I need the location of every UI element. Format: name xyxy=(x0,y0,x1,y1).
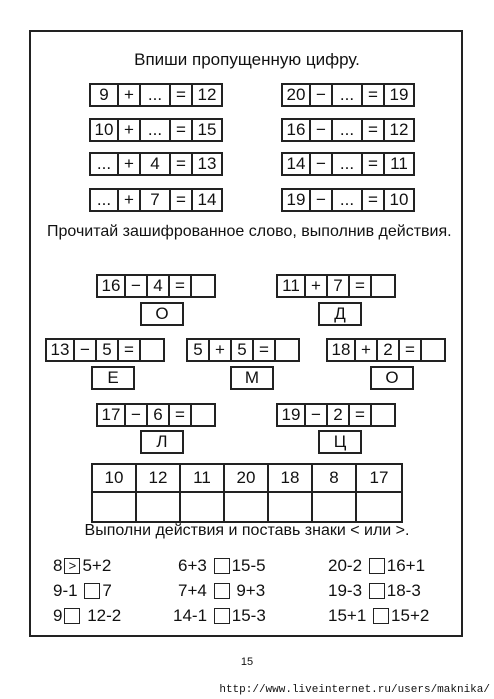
compare-left: 9-1 xyxy=(53,581,78,600)
eq-cell: 13 xyxy=(197,154,217,173)
compare-sign-box[interactable] xyxy=(214,608,230,624)
eq-cell[interactable]: ... xyxy=(141,85,171,105)
eq-cell: 12 xyxy=(197,85,217,104)
compare-item xyxy=(328,581,421,601)
eq-cell: + xyxy=(210,340,232,360)
compare-right: 15-5 xyxy=(231,556,266,575)
answer-cell[interactable] xyxy=(372,405,394,425)
eq-cell: 14 xyxy=(197,190,217,209)
code-letter-cell[interactable] xyxy=(269,493,313,521)
answer-cell[interactable] xyxy=(276,340,298,360)
eq-cell: 17 xyxy=(98,405,126,425)
code-letter-cell[interactable] xyxy=(181,493,225,521)
page-number: 15 xyxy=(240,656,254,668)
cipher-equation-6 xyxy=(96,403,216,427)
missing-equation-4 xyxy=(281,118,415,142)
compare-right: 12-2 xyxy=(87,606,122,625)
eq-cell: = xyxy=(400,340,422,360)
compare-sign-box[interactable] xyxy=(214,583,230,599)
compare-sign-box[interactable] xyxy=(373,608,389,624)
code-letter-cell[interactable] xyxy=(137,493,181,521)
code-letter-cell[interactable] xyxy=(93,493,137,521)
eq-cell: 5 xyxy=(232,340,254,360)
eq-cell: 11 xyxy=(390,154,408,173)
eq-cell: 7 xyxy=(328,276,350,296)
code-number-cell: 18 xyxy=(269,465,313,493)
code-number-cell: 12 xyxy=(137,465,181,493)
eq-cell: − xyxy=(311,154,333,174)
compare-left: 6+3 xyxy=(178,556,207,575)
eq-cell: 9 xyxy=(91,85,119,105)
cipher-equation-7 xyxy=(276,403,396,427)
eq-cell: − xyxy=(126,405,148,425)
cipher-letter-box: О xyxy=(140,302,184,326)
code-letter-cell[interactable] xyxy=(357,493,401,521)
code-number-cell: 11 xyxy=(181,465,225,493)
compare-sign-box[interactable] xyxy=(369,558,385,574)
missing-equation-2 xyxy=(281,83,415,107)
missing-equation-3 xyxy=(89,118,223,142)
eq-cell: 10 xyxy=(91,120,119,140)
eq-cell: − xyxy=(311,120,333,140)
compare-left: 19-3 xyxy=(328,581,363,600)
cipher-equation-1 xyxy=(96,274,216,298)
compare-right: 15+2 xyxy=(391,606,430,625)
compare-right: 16+1 xyxy=(386,556,426,575)
compare-left: 8 xyxy=(53,556,63,575)
eq-cell: 15 xyxy=(197,120,217,139)
eq-cell: = xyxy=(363,190,385,210)
eq-cell: 19 xyxy=(283,190,311,210)
eq-cell: 10 xyxy=(389,190,409,209)
eq-cell: 11 xyxy=(278,276,306,296)
cipher-letter-box: Л xyxy=(140,430,184,454)
compare-right: 9+3 xyxy=(236,581,266,600)
eq-cell: 4 xyxy=(141,154,171,174)
eq-cell: 16 xyxy=(98,276,126,296)
eq-cell: = xyxy=(119,340,141,360)
eq-cell[interactable]: ... xyxy=(333,190,363,210)
missing-equation-8 xyxy=(281,188,415,212)
eq-cell: 12 xyxy=(389,120,409,139)
eq-cell: − xyxy=(306,405,328,425)
task1-title: Впиши пропущенную цифру. xyxy=(134,50,360,69)
code-number-cell: 10 xyxy=(93,465,137,493)
eq-cell: = xyxy=(350,405,372,425)
code-number-cell: 20 xyxy=(225,465,269,493)
eq-cell: − xyxy=(75,340,97,360)
compare-left: 15+1 xyxy=(328,606,367,625)
compare-left: 7+4 xyxy=(178,581,207,600)
eq-cell: = xyxy=(171,120,193,140)
compare-right: 18-3 xyxy=(386,581,421,600)
eq-cell: = xyxy=(350,276,372,296)
eq-cell: = xyxy=(363,120,385,140)
eq-cell: + xyxy=(119,85,141,105)
eq-cell: − xyxy=(311,85,333,105)
compare-item xyxy=(53,606,121,626)
eq-cell: 19 xyxy=(389,85,409,104)
compare-item xyxy=(328,606,429,626)
task3-title: Выполни действия и поставь знаки < или >. xyxy=(84,522,410,539)
eq-cell[interactable]: ... xyxy=(333,85,363,105)
answer-cell[interactable] xyxy=(372,276,394,296)
missing-equation-6 xyxy=(281,152,415,176)
eq-cell: = xyxy=(363,85,385,105)
eq-cell: 6 xyxy=(148,405,170,425)
eq-cell: 14 xyxy=(283,154,311,174)
eq-cell: 18 xyxy=(328,340,356,360)
eq-cell[interactable]: ... xyxy=(141,120,171,140)
eq-cell: 19 xyxy=(278,405,306,425)
cipher-equation-2 xyxy=(276,274,396,298)
code-table xyxy=(91,463,403,523)
cipher-letter-box: Е xyxy=(91,366,135,390)
compare-left: 20-2 xyxy=(328,556,363,575)
compare-left: 14-1 xyxy=(173,606,208,625)
eq-cell: = xyxy=(171,154,193,174)
missing-equation-7 xyxy=(89,188,223,212)
eq-cell: + xyxy=(119,190,141,210)
eq-cell: = xyxy=(171,85,193,105)
cipher-equation-4 xyxy=(186,338,300,362)
cipher-letter-box: Ц xyxy=(318,430,362,454)
compare-sign-box[interactable] xyxy=(369,583,385,599)
cipher-letter-box: М xyxy=(230,366,274,390)
eq-cell: = xyxy=(171,190,193,210)
answer-cell[interactable] xyxy=(192,276,214,296)
compare-item xyxy=(178,581,265,601)
cipher-equation-5 xyxy=(326,338,446,362)
answer-cell[interactable] xyxy=(192,405,214,425)
eq-cell: = xyxy=(170,276,192,296)
eq-cell: 7 xyxy=(141,190,171,210)
eq-cell: 2 xyxy=(378,340,400,360)
eq-cell[interactable]: ... xyxy=(91,154,119,174)
eq-cell: = xyxy=(363,154,385,174)
eq-cell: − xyxy=(126,276,148,296)
code-number-cell: 17 xyxy=(357,465,401,493)
eq-cell: 5 xyxy=(97,340,119,360)
eq-cell: 5 xyxy=(188,340,210,360)
task2-instruction: Прочитай зашифрованное слово, выполнив действия. xyxy=(47,223,452,240)
eq-cell: 16 xyxy=(283,120,311,140)
eq-cell[interactable]: ... xyxy=(91,190,119,210)
compare-sign-box[interactable] xyxy=(84,583,100,599)
code-letter-cell[interactable] xyxy=(225,493,269,521)
compare-item xyxy=(53,556,111,576)
compare-item xyxy=(53,581,112,601)
eq-cell: = xyxy=(170,405,192,425)
eq-cell: + xyxy=(306,276,328,296)
compare-right: 7 xyxy=(102,581,112,600)
eq-cell: 20 xyxy=(283,85,311,105)
eq-cell[interactable]: ... xyxy=(333,154,363,174)
eq-cell: = xyxy=(254,340,276,360)
eq-cell: − xyxy=(311,190,333,210)
compare-item xyxy=(178,556,266,576)
answer-cell[interactable] xyxy=(141,340,163,360)
missing-equation-1 xyxy=(89,83,223,107)
source-url[interactable]: http://www.liveinternet.ru/users/maknika/ xyxy=(219,684,490,696)
compare-left: 9 xyxy=(53,606,63,625)
eq-cell: 4 xyxy=(148,276,170,296)
eq-cell: + xyxy=(356,340,378,360)
cipher-equation-3 xyxy=(45,338,165,362)
compare-item xyxy=(173,606,266,626)
eq-cell: 2 xyxy=(328,405,350,425)
compare-sign-box[interactable] xyxy=(214,558,230,574)
code-number-cell: 8 xyxy=(313,465,357,493)
eq-cell: + xyxy=(119,120,141,140)
compare-sign-box[interactable]: > xyxy=(64,558,80,574)
compare-sign-box[interactable] xyxy=(64,608,80,624)
eq-cell: 13 xyxy=(47,340,75,360)
missing-equation-5 xyxy=(89,152,223,176)
compare-right: 5+2 xyxy=(82,556,112,575)
cipher-letter-box: О xyxy=(370,366,414,390)
eq-cell[interactable]: ... xyxy=(333,120,363,140)
answer-cell[interactable] xyxy=(422,340,444,360)
compare-right: 15-3 xyxy=(231,606,266,625)
eq-cell: + xyxy=(119,154,141,174)
cipher-letter-box: Д xyxy=(318,302,362,326)
code-letter-cell[interactable] xyxy=(313,493,357,521)
compare-item xyxy=(328,556,425,576)
